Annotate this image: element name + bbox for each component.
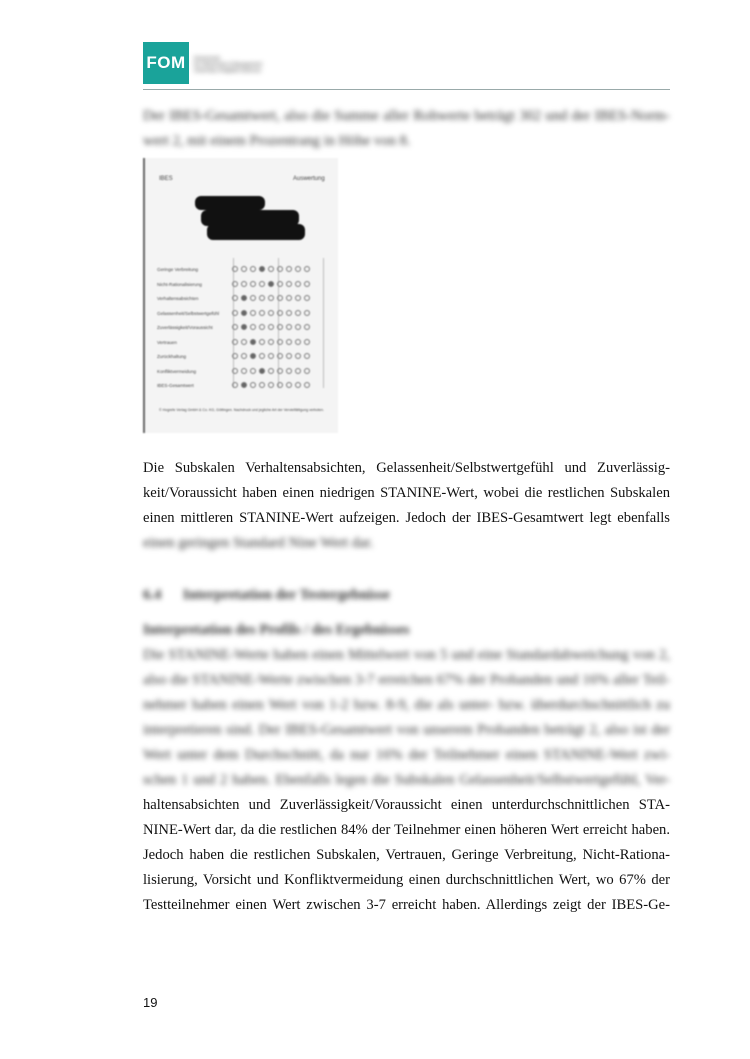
text-line: Die Subskalen Verhaltensabsichten, Gelassenheit/Selbstwertgefühl und Zuverlässig- xyxy=(143,460,670,476)
stanine-dot xyxy=(304,281,310,287)
figure-row-dots xyxy=(232,324,313,331)
page-number: 19 xyxy=(143,995,158,1010)
figure-row-label: Gelassenheit/Selbstwertgefühl xyxy=(157,310,220,316)
text-line: einen geringen Standard Nine Wert dar. xyxy=(143,535,374,551)
figure-row-dots xyxy=(232,339,313,346)
stanine-dot xyxy=(268,266,274,272)
figure-row-label: IBES-Gesamtwert xyxy=(157,383,194,388)
stanine-dot xyxy=(286,353,292,359)
figure-row-label: Zurückhaltung xyxy=(157,354,187,359)
figure-row xyxy=(157,351,325,363)
text-line: Der IBES-Gesamtwert, also die Summe aller Rohwerte beträgt 302 und der IBES-Norm- xyxy=(143,108,670,124)
stanine-dot xyxy=(268,295,274,301)
text-line: lisierung, Vorsicht und Konfliktvermeidung einen durchschnittlichen Wert, wo 67% der xyxy=(143,872,670,888)
text-line: Wert unter dem Durchschnitt, da nur 16% der Teilnehmer einen STANINE-Wert zwi- xyxy=(143,747,670,763)
figure-row-dots xyxy=(232,382,313,389)
text-line: interpretieren sind. Der IBES-Gesamtwert von unserem Probanden beträgt 2, also ist der xyxy=(143,722,670,738)
intro-paragraph xyxy=(143,104,670,154)
stanine-dot xyxy=(250,382,256,388)
stanine-dot xyxy=(241,353,247,359)
stanine-dot xyxy=(277,310,283,316)
stanine-dot xyxy=(286,324,292,330)
stanine-dot xyxy=(304,266,310,272)
stanine-dot xyxy=(241,324,247,330)
stanine-dot xyxy=(241,368,247,374)
stanine-dot xyxy=(304,353,310,359)
text-line: Jedoch haben die restlichen Subskalen, Vertrauen, Geringe Verbreitung, Nicht-Rationa- xyxy=(143,847,670,863)
stanine-dot xyxy=(295,353,301,359)
stanine-dot xyxy=(250,281,256,287)
stanine-dot xyxy=(286,339,292,345)
fom-logo: FOM xyxy=(143,42,189,84)
stanine-dot xyxy=(268,382,274,388)
stanine-dot xyxy=(295,295,301,301)
stanine-dot xyxy=(268,368,274,374)
stanine-dot xyxy=(259,382,265,388)
figure-row xyxy=(157,366,325,378)
interpretation-paragraph xyxy=(143,643,670,918)
text-line: keit/Voraussicht haben einen niedrigen STANINE-Wert, wobei die restlichen Subskalen xyxy=(143,485,670,501)
stanine-dot xyxy=(250,310,256,316)
figure-row-dots xyxy=(232,266,313,273)
stanine-dot xyxy=(232,281,238,287)
section-heading xyxy=(143,587,670,604)
text-line: Die STANINE-Werte haben einen Mittelwert von 5 und eine Standardabweichung von 2, xyxy=(143,647,670,663)
figure-row xyxy=(157,293,325,305)
stanine-dot xyxy=(268,310,274,316)
stanine-dot xyxy=(259,339,265,345)
header-divider xyxy=(143,89,670,90)
ibes-profile-figure xyxy=(143,158,338,433)
stanine-dot xyxy=(232,353,238,359)
figure-row-dots xyxy=(232,310,313,317)
text-line: schen 1 und 2 haben. Ebenfalls legen die Subskalen Gelassenheit/Selbstwertgefühl, Ver- xyxy=(143,772,670,788)
stanine-dot xyxy=(232,310,238,316)
figure-row-label: Verhaltensabsichten xyxy=(157,296,199,301)
stanine-dot xyxy=(241,382,247,388)
stanine-dot xyxy=(295,310,301,316)
stanine-dot xyxy=(241,310,247,316)
stanine-dot xyxy=(304,368,310,374)
text-line: nehmer haben einen Wert von 1-2 bzw. 8-9, die als unter- bzw. überdurchschnittlich zu xyxy=(143,697,670,713)
stanine-dot xyxy=(241,266,247,272)
stanine-dot xyxy=(304,339,310,345)
stanine-dot xyxy=(277,353,283,359)
text-line: einen mittleren STANINE-Wert aufzeigen. Jedoch der IBES-Gesamtwert legt ebenfalls xyxy=(143,510,670,526)
stanine-dot xyxy=(304,295,310,301)
figure-row-label: Nicht-Rationalisierung xyxy=(157,281,202,287)
figure-row-label: Konfliktvermeidung xyxy=(157,368,197,374)
stanine-dot xyxy=(268,281,274,287)
figure-footnote: © Hogrefe Verlag GmbH & Co. KG, Göttingen. Nachdruck und jegliche Art der Vervielfältigung verboten. xyxy=(159,408,325,412)
stanine-dot xyxy=(250,339,256,345)
stanine-dot xyxy=(295,266,301,272)
stanine-dot xyxy=(232,382,238,388)
stanine-dot xyxy=(259,368,265,374)
stanine-dot xyxy=(259,266,265,272)
stanine-dot xyxy=(286,281,292,287)
figure-row xyxy=(157,322,325,334)
stanine-dot xyxy=(232,324,238,330)
stanine-dot xyxy=(286,295,292,301)
figure-row xyxy=(157,337,325,349)
stanine-dot xyxy=(277,382,283,388)
stanine-dot xyxy=(286,310,292,316)
figure-row-dots xyxy=(232,368,313,375)
stanine-dot xyxy=(259,295,265,301)
section-title: Interpretation der Testergebnisse xyxy=(182,587,390,603)
stanine-dot xyxy=(304,324,310,330)
figure-row xyxy=(157,264,325,276)
section-number: 6.4 xyxy=(143,587,162,603)
stanine-dot xyxy=(277,266,283,272)
figure-row-dots xyxy=(232,353,313,360)
figure-row xyxy=(157,380,325,392)
stanine-dot xyxy=(259,353,265,359)
logo-line: Hochschule xyxy=(194,56,221,62)
stanine-dot xyxy=(241,339,247,345)
stanine-dot xyxy=(241,281,247,287)
stanine-dot xyxy=(295,368,301,374)
stanine-dot xyxy=(277,339,283,345)
stanine-dot xyxy=(295,339,301,345)
redaction-bar xyxy=(207,224,305,240)
stanine-dot xyxy=(250,324,256,330)
text-line: Testteilnehmer einen Wert zwischen 3-7 erreicht haben. Allerdings zeigt der IBES-Ge- xyxy=(143,897,670,913)
figure-row xyxy=(157,308,325,320)
stanine-dot xyxy=(232,339,238,345)
stanine-dot xyxy=(286,368,292,374)
subheading: Interpretation des Profils / des Ergebnisses xyxy=(143,622,410,638)
stanine-dot xyxy=(250,266,256,272)
logo-caption xyxy=(194,56,334,74)
stanine-dot xyxy=(277,324,283,330)
stanine-dot xyxy=(259,324,265,330)
figure-title: IBES xyxy=(159,176,173,182)
stanine-dot xyxy=(268,324,274,330)
text-line: also die STANINE-Werte zwischen 3-7 erreichen 67% der Probanden und 16% aller Teil- xyxy=(143,672,670,688)
stanine-dot xyxy=(268,353,274,359)
text-line: NINE-Wert dar, da die restlichen 84% der Teilnehmer einen höheren Wert erreicht haben. xyxy=(143,822,670,838)
logo-line: University of Applied Sciences xyxy=(194,68,261,74)
redaction-bar xyxy=(195,196,265,210)
stanine-dot xyxy=(250,368,256,374)
stanine-dot xyxy=(295,281,301,287)
logo-line: für Oekonomie & Management xyxy=(194,62,263,68)
text-line: haltensabsichten und Zuverlässigkeit/Voraussicht einen unterdurchschnittlichen STA- xyxy=(143,797,670,813)
figure-row xyxy=(157,279,325,291)
stanine-dot xyxy=(250,295,256,301)
figure-row-dots xyxy=(232,281,313,288)
stanine-dot xyxy=(277,281,283,287)
stanine-dot xyxy=(304,382,310,388)
subscale-paragraph xyxy=(143,456,670,556)
stanine-dot xyxy=(277,295,283,301)
stanine-dot xyxy=(232,266,238,272)
stanine-dot xyxy=(232,368,238,374)
stanine-dot xyxy=(259,310,265,316)
figure-row-label: Zuverlässigkeit/Voraussicht xyxy=(157,325,213,330)
stanine-dot xyxy=(250,353,256,359)
stanine-dot xyxy=(286,266,292,272)
figure-row-dots xyxy=(232,295,313,302)
stanine-dot xyxy=(286,382,292,388)
stanine-dot xyxy=(295,382,301,388)
stanine-dot xyxy=(295,324,301,330)
stanine-dot xyxy=(241,295,247,301)
stanine-dot xyxy=(232,295,238,301)
text-line: wert 2, mit einem Prozentrang in Höhe von 8. xyxy=(143,133,411,149)
figure-subtitle: Auswertung xyxy=(293,176,325,182)
stanine-dot xyxy=(268,339,274,345)
stanine-dot xyxy=(259,281,265,287)
figure-row-label: Geringe Verbreitung xyxy=(157,267,199,272)
figure-row-label: Vertrauen xyxy=(157,339,177,345)
stanine-dot xyxy=(277,368,283,374)
stanine-dot xyxy=(304,310,310,316)
